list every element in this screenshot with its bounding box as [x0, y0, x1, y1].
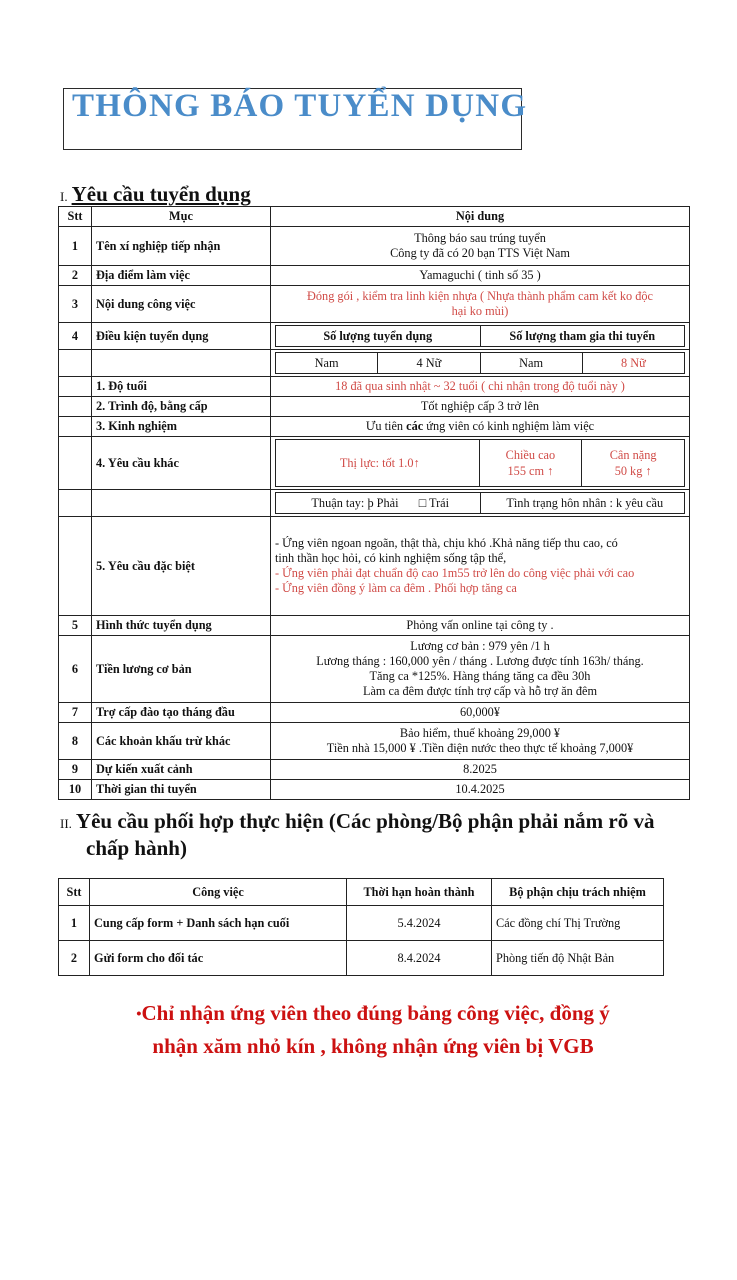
- row-content: Tốt nghiệp cấp 3 trở lên: [271, 397, 690, 417]
- row-stt: 5: [59, 616, 92, 636]
- row-stt: [59, 350, 92, 377]
- handedness-group: [276, 493, 481, 514]
- footer-note: [66, 998, 680, 1062]
- weight-label: Cân nặng: [609, 448, 657, 462]
- row-stt: [59, 517, 92, 616]
- quantity-hire-male: Nam: [276, 353, 378, 374]
- table-row-quantity-values: [59, 350, 690, 377]
- row-content: 60,000¥: [271, 703, 690, 723]
- table-row: [59, 417, 690, 437]
- table-row: [59, 780, 690, 800]
- marital-status: Tình trạng hôn nhân : k yêu cầu: [480, 493, 685, 514]
- handedness-label: Thuận tay:: [311, 496, 365, 510]
- table-row: [59, 703, 690, 723]
- row-due: 8.4.2024: [347, 941, 492, 976]
- special-line: tinh thần học hỏi, có kinh nghiệm sống tập thể,: [275, 551, 507, 565]
- section-2-title-line1: Yêu cầu phối hợp thực hiện (Các phòng/Bộ phận phải nắm rõ và: [75, 809, 655, 833]
- table-row: [59, 941, 664, 976]
- header-stt: Stt: [59, 207, 92, 227]
- row-label: Điều kiện tuyển dụng: [92, 323, 271, 350]
- row-label: 5. Yêu cầu đặc biệt: [92, 517, 271, 616]
- row-label: Nội dung công việc: [92, 286, 271, 323]
- table-row-salary: [59, 636, 690, 703]
- table-row: [59, 760, 690, 780]
- row-content: [271, 286, 690, 323]
- content-line: Công ty đã có 20 bạn TTS Việt Nam: [390, 246, 570, 260]
- special-line-red: - Ứng viên phải đạt chuẩn độ cao 1m55 trở lên do công việc phải với cao: [275, 566, 635, 580]
- section-2-number: II.: [60, 816, 72, 831]
- row-content-experience: [271, 417, 690, 437]
- content-line: hại ko mùi): [451, 304, 509, 318]
- row-stt: 9: [59, 760, 92, 780]
- quantity-exam-male: Nam: [480, 353, 582, 374]
- bullet-icon: •: [136, 1006, 142, 1023]
- row-stt: [59, 377, 92, 397]
- row-stt: 6: [59, 636, 92, 703]
- section-1-title: Yêu cầu tuyển dụng: [71, 182, 251, 206]
- quantity-values-subtable: [275, 352, 685, 374]
- vision-requirement: Thị lực: tốt 1.0↑: [276, 440, 480, 487]
- row-content: 18 đã qua sinh nhật ~ 32 tuổi ( chi nhận trong độ tuổi này ): [271, 377, 690, 397]
- salary-content: [271, 636, 690, 703]
- quantity-hire-female: 4 Nữ: [378, 353, 480, 374]
- table-row: [59, 906, 664, 941]
- row-label: [92, 350, 271, 377]
- table-header-row: [59, 207, 690, 227]
- quantity-header-exam: Số lượng tham gia thi tuyển: [480, 326, 685, 347]
- section-2-heading: [60, 806, 700, 861]
- row-stt: 8: [59, 723, 92, 760]
- quantity-header-cell: [271, 323, 690, 350]
- handedness-left-label: Trái: [429, 496, 450, 510]
- header-noidung: Nội dung: [271, 207, 690, 227]
- row-label: Hình thức tuyển dụng: [92, 616, 271, 636]
- table-row: [59, 616, 690, 636]
- table-row-other-requirements: [59, 437, 690, 490]
- row-dept: Phòng tiến độ Nhật Bản: [492, 941, 664, 976]
- weight-requirement: [582, 440, 685, 487]
- content-line: Đóng gói , kiểm tra linh kiện nhựa ( Nhựa thành phẩm cam kết ko độc: [307, 289, 653, 303]
- experience-prefix: Ưu tiên: [365, 419, 407, 433]
- quantity-values-cell: [271, 350, 690, 377]
- table-header-row: [59, 879, 664, 906]
- row-content: Phỏng vấn online tại công ty .: [271, 616, 690, 636]
- table-row: [59, 227, 690, 266]
- footer-note-line1: [66, 998, 680, 1031]
- row-label: Trợ cấp đào tạo tháng đầu: [92, 703, 271, 723]
- special-line-red: - Ứng viên đồng ý làm ca đêm . Phối hợp tăng ca: [275, 581, 517, 595]
- section-1-heading: [60, 182, 251, 207]
- row-stt: 1: [59, 227, 92, 266]
- table-row-deductions: [59, 723, 690, 760]
- special-line: - Ứng viên ngoan ngoãn, thật thà, chịu khó .Khả năng tiếp thu cao, có: [275, 536, 618, 550]
- row-stt: 7: [59, 703, 92, 723]
- row-label: Tên xí nghiệp tiếp nhận: [92, 227, 271, 266]
- row-label: 4. Yêu cầu khác: [92, 437, 271, 490]
- header-dept: Bộ phận chịu trách nhiệm: [492, 879, 664, 906]
- footer-note-text1: Chỉ nhận ứng viên theo đúng bảng công việc, đồng ý: [141, 1001, 610, 1025]
- table-row: [59, 266, 690, 286]
- salary-line: Lương cơ bản : 979 yên /1 h: [410, 639, 550, 653]
- content-line: Thông báo sau trúng tuyển: [414, 231, 546, 245]
- row-stt: [59, 417, 92, 437]
- checkbox-checked-icon[interactable]: þ: [367, 496, 374, 510]
- coordination-tasks-table: [58, 878, 664, 976]
- row-label: 2. Trình độ, bằng cấp: [92, 397, 271, 417]
- row-label: Dự kiến xuất cảnh: [92, 760, 271, 780]
- row-stt: 4: [59, 323, 92, 350]
- table-row: [59, 377, 690, 397]
- quantity-header-subtable: [275, 325, 685, 347]
- salary-line: Làm ca đêm được tính trợ cấp và hỗ trợ ăn đêm: [362, 684, 598, 698]
- row-label: Tiền lương cơ bản: [92, 636, 271, 703]
- handedness-right-label: Phải: [376, 496, 399, 510]
- row-content: Yamaguchi ( tinh số 35 ): [271, 266, 690, 286]
- row-label: Thời gian thi tuyển: [92, 780, 271, 800]
- quantity-exam-female: 8 Nữ: [582, 353, 684, 374]
- row-job: Cung cấp form + Danh sách hạn cuối: [90, 906, 347, 941]
- special-requirements-content: [271, 517, 690, 616]
- row-job: Gửi form cho đối tác: [90, 941, 347, 976]
- deduction-line: Tiền nhà 15,000 ¥ .Tiền điện nước theo thực tế khoảng 7,000¥: [326, 741, 634, 755]
- other-requirements-cell: [271, 437, 690, 490]
- row-stt: 10: [59, 780, 92, 800]
- section-2-title-line2: chấp hành): [86, 836, 187, 860]
- header-muc: Mục: [92, 207, 271, 227]
- height-requirement: [479, 440, 582, 487]
- row-label: Địa điểm làm việc: [92, 266, 271, 286]
- deductions-content: [271, 723, 690, 760]
- header-due: Thời hạn hoàn thành: [347, 879, 492, 906]
- row-stt: [59, 397, 92, 417]
- page-title: THÔNG BÁO TUYỂN DỤNG: [72, 88, 528, 124]
- checkbox-unchecked-icon[interactable]: □: [418, 496, 427, 510]
- quantity-header-hire: Số lượng tuyển dụng: [276, 326, 481, 347]
- row-dept: Các đồng chí Thị Trường: [492, 906, 664, 941]
- row-content: [271, 227, 690, 266]
- footer-note-line2: nhận xăm nhỏ kín , không nhận ứng viên bị VGB: [152, 1033, 594, 1058]
- salary-line: Lương tháng : 160,000 yên / tháng . Lương được tính 163h/ tháng.: [316, 654, 644, 668]
- table-row-quantity-header: [59, 323, 690, 350]
- handedness-cell: [271, 490, 690, 517]
- header-stt: Stt: [59, 879, 90, 906]
- salary-line: Tăng ca *125%. Hàng tháng tăng ca đều 30h: [369, 669, 591, 683]
- table-row-handedness: [59, 490, 690, 517]
- experience-emphasis: các: [406, 419, 424, 433]
- table-row: [59, 397, 690, 417]
- row-stt: 2: [59, 266, 92, 286]
- table-row: [59, 286, 690, 323]
- header-job: Công việc: [90, 879, 347, 906]
- row-stt: 1: [59, 906, 90, 941]
- row-label: 1. Độ tuổi: [92, 377, 271, 397]
- row-stt: 2: [59, 941, 90, 976]
- section-1-number: I.: [60, 189, 68, 204]
- experience-suffix: ứng viên có kinh nghiệm làm việc: [423, 419, 595, 433]
- row-due: 5.4.2024: [347, 906, 492, 941]
- row-content: 8.2025: [271, 760, 690, 780]
- row-stt: [59, 490, 92, 517]
- row-label: [92, 490, 271, 517]
- handedness-subtable: [275, 492, 685, 514]
- row-content: 10.4.2025: [271, 780, 690, 800]
- weight-value: 50 kg ↑: [614, 464, 652, 478]
- height-value: 155 cm ↑: [507, 464, 554, 478]
- recruitment-requirements-table: [58, 206, 690, 800]
- other-requirements-subtable: [275, 439, 685, 487]
- row-label: Các khoản khấu trừ khác: [92, 723, 271, 760]
- row-stt: [59, 437, 92, 490]
- deduction-line: Bảo hiểm, thuế khoảng 29,000 ¥: [399, 726, 561, 740]
- row-stt: 3: [59, 286, 92, 323]
- height-label: Chiều cao: [505, 448, 556, 462]
- row-label: 3. Kinh nghiệm: [92, 417, 271, 437]
- table-row-special: [59, 517, 690, 616]
